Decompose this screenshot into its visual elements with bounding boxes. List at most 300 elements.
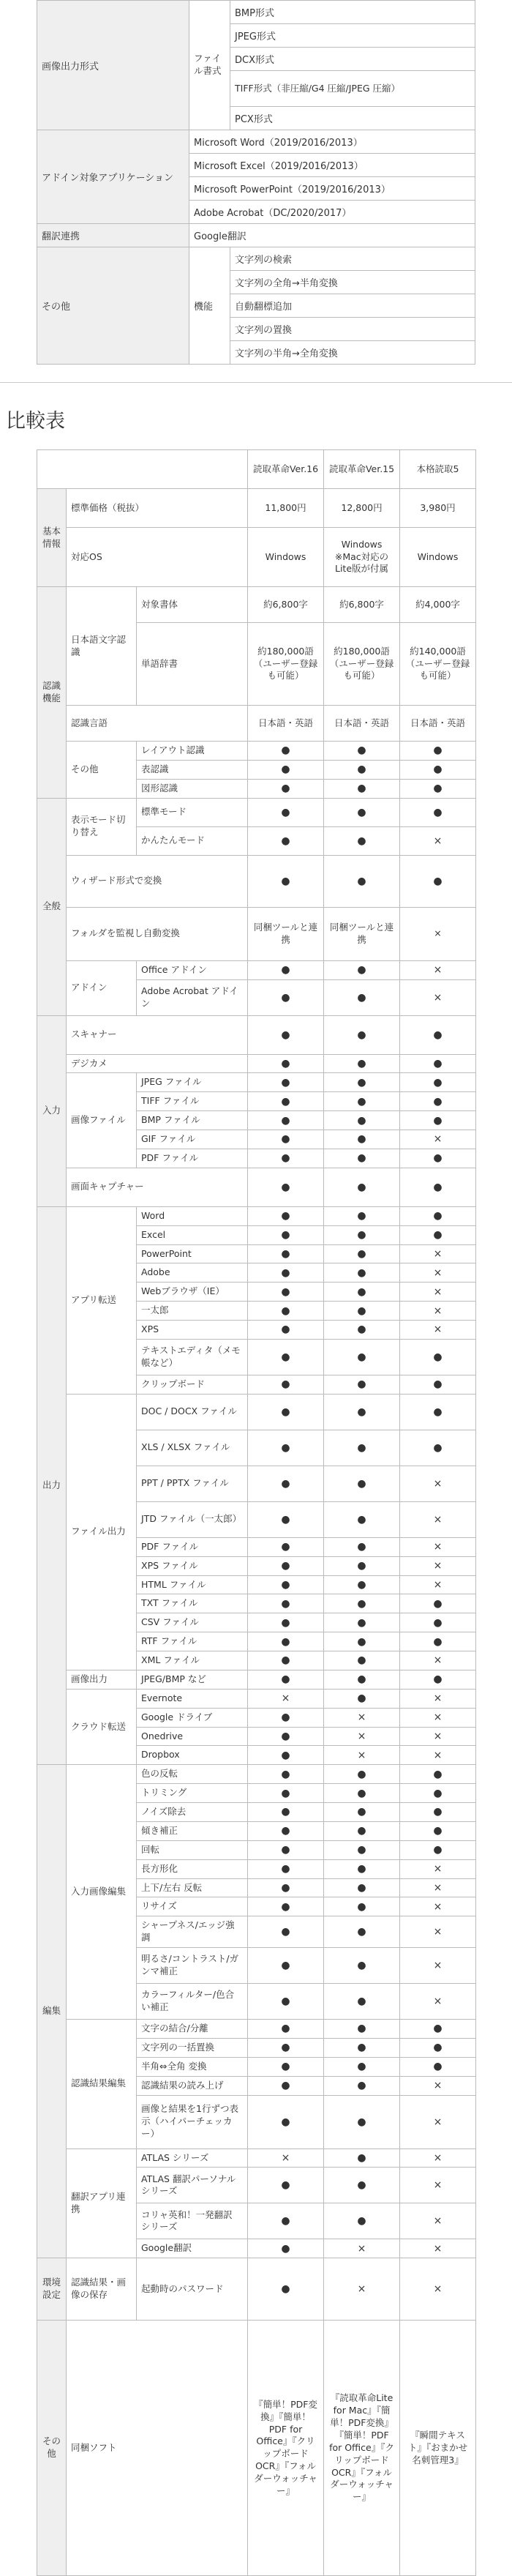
value-cell: ● [248, 1632, 324, 1651]
value-cell: ● [324, 1206, 400, 1225]
value-cell: × [400, 1984, 476, 2020]
value-cell: ● [248, 1244, 324, 1263]
value-cell: ● [324, 1375, 400, 1394]
value-cell: ● [324, 1537, 400, 1556]
row-label: 同梱ソフト [67, 2321, 248, 2576]
value-cell: ● [324, 1613, 400, 1632]
table-row [37, 1168, 476, 1206]
row-label: クリップボード [137, 1375, 248, 1394]
item: Microsoft Word（2019/2016/2013） [189, 130, 475, 154]
value-cell: × [400, 2168, 476, 2203]
value-cell: ● [248, 1206, 324, 1225]
row-label: スキャナー [67, 1015, 248, 1054]
table-row [37, 2020, 476, 2039]
row-label: ノイズ除去 [137, 1803, 248, 1822]
value-cell: ● [400, 1111, 476, 1130]
value-cell: ● [400, 855, 476, 907]
value-cell: ● [324, 1466, 400, 1501]
value-cell: ● [248, 1302, 324, 1321]
value-cell: 同梱ツールと連携 [324, 907, 400, 960]
value-cell: ● [248, 1556, 324, 1575]
value-cell: ● [248, 1878, 324, 1897]
value-cell: ● [248, 1015, 324, 1054]
value-cell: ● [400, 1092, 476, 1111]
value-cell: ● [324, 1594, 400, 1613]
value-cell: × [324, 1727, 400, 1746]
group-cell: 翻訳アプリ連携 [67, 2148, 137, 2258]
row-label: GIF ファイル [137, 1130, 248, 1149]
value-cell: × [400, 1897, 476, 1916]
table-row [37, 855, 476, 907]
value-cell: ● [400, 2020, 476, 2039]
row-label: 対応OS [67, 528, 248, 587]
table-row [37, 2321, 476, 2576]
row-label: コリャ英和！一発翻訳 シリーズ [137, 2203, 248, 2239]
value-cell: ● [400, 1784, 476, 1803]
table-row [37, 1689, 476, 1708]
value-cell: 約180,000語（ユーザー登録も可能） [324, 623, 400, 706]
table-row [37, 1394, 476, 1430]
row-label: 図形認識 [137, 779, 248, 798]
row-label: 起動時のパスワード [137, 2258, 248, 2321]
value-cell: ● [400, 1821, 476, 1840]
table-row [37, 587, 476, 623]
value-cell: ● [248, 1784, 324, 1803]
value-cell: × [400, 1263, 476, 1283]
value-cell: × [400, 2258, 476, 2321]
row-label: リサイズ [137, 1897, 248, 1916]
group-cell: アドイン [67, 960, 137, 1015]
value-cell: × [400, 1916, 476, 1948]
value-cell: ● [248, 1263, 324, 1283]
value-cell: × [400, 2076, 476, 2095]
row-label: Google ドライブ [137, 1708, 248, 1727]
group-cell: 認識結果・画像の保存 [67, 2258, 137, 2321]
table-row [37, 798, 476, 826]
value-cell: 日本語・英語 [324, 706, 400, 742]
value-cell: ● [324, 1054, 400, 1073]
table-row [37, 450, 476, 489]
value-cell: ● [248, 798, 324, 826]
category-cell: 編集 [37, 1765, 67, 2258]
value-cell: ● [324, 1168, 400, 1206]
value-cell: × [400, 1708, 476, 1727]
value-cell: ● [248, 1321, 324, 1340]
value-cell: ● [400, 1430, 476, 1466]
value-cell: 約140,000語（ユーザー登録も可能） [400, 623, 476, 706]
row-label: デジカメ [67, 1054, 248, 1073]
value-cell: × [400, 979, 476, 1015]
value-cell: ● [324, 2203, 400, 2239]
value-cell: ● [324, 1632, 400, 1651]
row-label: 認識結果の読み上げ [137, 2076, 248, 2095]
value-cell: ● [248, 1111, 324, 1130]
value-cell: × [400, 1244, 476, 1263]
group-cell: 入力画像編集 [67, 1765, 137, 2020]
row-label: Dropbox [137, 1746, 248, 1765]
item: 文字列の置換 [230, 318, 475, 341]
value-cell: ● [248, 1501, 324, 1537]
row-label: 単語辞書 [137, 623, 248, 706]
value-cell: ● [324, 1130, 400, 1149]
row-label: 文字の結合/分離 [137, 2020, 248, 2039]
value-cell: ● [324, 1916, 400, 1948]
comparison-table [37, 449, 476, 2576]
value-cell: ● [248, 1821, 324, 1840]
value-cell: 日本語・英語 [248, 706, 324, 742]
value-cell: ● [248, 1613, 324, 1632]
value-cell: ● [400, 2057, 476, 2076]
value-cell: × [400, 1130, 476, 1149]
row-label: 標準モード [137, 798, 248, 826]
feature-table [37, 0, 475, 365]
row-label: ATLAS 翻訳パーソナル シリーズ [137, 2168, 248, 2203]
value-cell: ● [248, 2020, 324, 2039]
value-cell: ● [400, 1613, 476, 1632]
value-cell: ● [324, 1111, 400, 1130]
value-cell: × [400, 2239, 476, 2258]
value-cell: ● [248, 1840, 324, 1859]
item: JPEG形式 [230, 24, 475, 48]
value-cell: ● [324, 1575, 400, 1594]
value-cell: ● [248, 2095, 324, 2148]
row-label: Onedrive [137, 1727, 248, 1746]
value-cell: ● [248, 1594, 324, 1613]
item: Microsoft PowerPoint（2019/2016/2013） [189, 177, 475, 201]
value-cell: ● [248, 1948, 324, 1984]
value-cell: ● [248, 742, 324, 761]
value-cell: ● [324, 2057, 400, 2076]
value-cell: 約180,000語（ユーザー登録も可能） [248, 623, 324, 706]
value-cell: 約6,800字 [248, 587, 324, 623]
row-label: Evernote [137, 1689, 248, 1708]
value-cell: ● [324, 2148, 400, 2168]
row-label: DOC / DOCX ファイル [137, 1394, 248, 1430]
value-cell: ● [248, 1708, 324, 1727]
group-cell: ファイル出力 [67, 1394, 137, 1670]
value-cell: 日本語・英語 [400, 706, 476, 742]
table-row [37, 742, 476, 761]
row-label: 認識言語 [67, 706, 248, 742]
value-cell: × [400, 1537, 476, 1556]
value-cell: 12,800円 [324, 489, 400, 528]
value-cell: ● [400, 2038, 476, 2057]
value-cell: ● [324, 1821, 400, 1840]
row-label: テキストエディタ（メモ帳など） [137, 1339, 248, 1375]
group-cell: その他 [67, 742, 137, 799]
table-row [37, 960, 476, 979]
value-cell: ● [400, 798, 476, 826]
value-cell: ● [324, 1948, 400, 1984]
value-cell: 11,800円 [248, 489, 324, 528]
table-row [37, 1054, 476, 1073]
group-cell: 認識結果編集 [67, 2020, 137, 2149]
value-cell: ● [324, 2168, 400, 2203]
item: TIFF形式（非圧縮/G4 圧縮/JPEG 圧縮） [230, 71, 475, 107]
value-cell: ● [324, 2095, 400, 2148]
value-cell: ● [324, 1015, 400, 1054]
value-cell: ● [248, 2239, 324, 2258]
row-label: 上下/左右 反転 [137, 1878, 248, 1897]
value-cell: ● [324, 798, 400, 826]
value-cell: × [324, 2258, 400, 2321]
value-cell: ● [324, 960, 400, 979]
row-label: 色の反転 [137, 1765, 248, 1784]
value-cell: ● [324, 1394, 400, 1430]
value-cell: × [400, 2095, 476, 2148]
value-cell: ● [324, 1430, 400, 1466]
value-cell: ● [248, 1746, 324, 1765]
value-cell: ● [400, 1670, 476, 1689]
value-cell: ● [324, 1765, 400, 1784]
category-cell: 出力 [37, 1206, 67, 1765]
value-cell: ● [324, 1225, 400, 1244]
value-cell: ● [248, 1225, 324, 1244]
value-cell: 『読取革命Lite for Mac』『簡単！PDF変換』『簡単！PDF for Office』『クリップボードOCR』『フォルダーウォッチャー』 [324, 2321, 400, 2576]
row-label: 回転 [137, 1840, 248, 1859]
row-label: 対象書体 [137, 587, 248, 623]
value-cell: ● [248, 779, 324, 798]
value-cell: ● [324, 1073, 400, 1092]
item: Google翻訳 [189, 224, 475, 247]
group-cell: クラウド転送 [67, 1689, 137, 1765]
value-cell: ● [324, 2038, 400, 2057]
table-row [37, 528, 476, 587]
table-row [37, 2258, 476, 2321]
value-cell: × [400, 1689, 476, 1708]
value-cell: ● [324, 2020, 400, 2039]
value-cell: Windows [400, 528, 476, 587]
column-header: 読取革命Ver.16 [248, 450, 324, 489]
item: Adobe Acrobat（DC/2020/2017） [189, 201, 475, 224]
table-row [37, 489, 476, 528]
value-cell: ● [248, 960, 324, 979]
value-cell: ● [248, 1168, 324, 1206]
value-cell: ● [324, 1689, 400, 1708]
row-label: RTF ファイル [137, 1632, 248, 1651]
value-cell: ● [248, 760, 324, 779]
row-label: 表認識 [137, 760, 248, 779]
item: BMP形式 [230, 1, 475, 24]
item: 自動翻標追加 [230, 294, 475, 318]
row-label: かんたんモード [137, 826, 248, 855]
value-cell: ● [400, 1225, 476, 1244]
value-cell: ● [400, 779, 476, 798]
value-cell: 約4,000字 [400, 587, 476, 623]
row-label: シャープネス/エッジ強調 [137, 1916, 248, 1948]
value-cell: × [248, 1689, 324, 1708]
value-cell: ● [248, 1765, 324, 1784]
value-cell: × [400, 1727, 476, 1746]
row-label: Adobe Acrobat アドイン [137, 979, 248, 1015]
group-cell: 画像ファイル [67, 1073, 137, 1168]
value-cell: ● [248, 1916, 324, 1948]
value-cell: × [400, 1575, 476, 1594]
value-cell: ● [400, 1073, 476, 1092]
row-label: 画面キャプチャー [67, 1168, 248, 1206]
value-cell: ● [324, 979, 400, 1015]
value-cell: × [400, 1466, 476, 1501]
row-label: JPEG ファイル [137, 1073, 248, 1092]
row-label: XLS / XLSX ファイル [137, 1430, 248, 1466]
group-cell: 表示モード切り替え [67, 798, 137, 855]
value-cell: ● [400, 1054, 476, 1073]
value-cell: ● [400, 1015, 476, 1054]
table-row [37, 2148, 476, 2168]
value-cell: ● [400, 1149, 476, 1168]
row-label: Adobe [137, 1263, 248, 1283]
value-cell: Windows ※Mac対応のLite版が付属 [324, 528, 400, 587]
value-cell: ● [248, 2168, 324, 2203]
value-cell: ● [400, 1840, 476, 1859]
value-cell: ● [248, 1375, 324, 1394]
value-cell: × [400, 1859, 476, 1878]
value-cell: ● [324, 1878, 400, 1897]
value-cell: ● [324, 1859, 400, 1878]
table-row [37, 907, 476, 960]
value-cell: ● [248, 2203, 324, 2239]
value-cell: ● [324, 826, 400, 855]
row-label: 翻訳連携 [37, 224, 189, 247]
column-header: 本格読取5 [400, 450, 476, 489]
value-cell: ● [248, 1537, 324, 1556]
sub-label: ファイル書式 [189, 1, 230, 130]
value-cell: ● [324, 1651, 400, 1670]
value-cell: ● [248, 1283, 324, 1302]
row-label: XPS ファイル [137, 1556, 248, 1575]
table-row [37, 1670, 476, 1689]
row-label: フォルダを監視し自動変換 [67, 907, 248, 960]
value-cell: ● [324, 1897, 400, 1916]
value-cell: Windows [248, 528, 324, 587]
row-label: TIFF ファイル [137, 1092, 248, 1111]
value-cell: ● [324, 1803, 400, 1822]
row-label: 長方形化 [137, 1859, 248, 1878]
value-cell: ● [248, 1130, 324, 1149]
value-cell: ● [324, 1302, 400, 1321]
value-cell: ● [324, 2076, 400, 2095]
value-cell: ● [400, 1765, 476, 1784]
row-label: カラーフィルター/色合い補正 [137, 1984, 248, 2020]
row-label: アドイン対象アプリケーション [37, 130, 189, 224]
value-cell: ● [324, 779, 400, 798]
value-cell: ● [248, 1054, 324, 1073]
value-cell: 『瞬間テキスト』『おまかせ名刺管理3』 [400, 2321, 476, 2576]
row-label: Google翻訳 [137, 2239, 248, 2258]
corner-cell [37, 450, 248, 489]
value-cell: ● [248, 1339, 324, 1375]
value-cell: ● [400, 1168, 476, 1206]
row-label: 傾き補正 [137, 1821, 248, 1840]
value-cell: ● [324, 1984, 400, 2020]
category-cell: 環境設定 [37, 2258, 67, 2321]
row-label: Office アドイン [137, 960, 248, 979]
value-cell: × [400, 2148, 476, 2168]
table-row [37, 1765, 476, 1784]
value-cell: × [400, 907, 476, 960]
category-cell: 認識機能 [37, 587, 67, 799]
row-label: 明るさ/コントラスト/ガンマ補正 [137, 1948, 248, 1984]
sub-label: 機能 [189, 247, 230, 365]
item: DCX形式 [230, 48, 475, 71]
value-cell: × [400, 960, 476, 979]
item: PCX形式 [230, 107, 475, 130]
value-cell: ● [248, 1803, 324, 1822]
value-cell: × [400, 826, 476, 855]
value-cell: ● [400, 1339, 476, 1375]
value-cell: ● [400, 1803, 476, 1822]
value-cell: ● [324, 760, 400, 779]
row-label: ウィザード形式で変換 [67, 855, 248, 907]
value-cell: ● [324, 1556, 400, 1575]
row-label: XPS [137, 1321, 248, 1340]
value-cell: ● [248, 1670, 324, 1689]
item: 文字列の半角→全角変換 [230, 341, 475, 365]
row-label: レイアウト認識 [137, 742, 248, 761]
value-cell: ● [248, 855, 324, 907]
value-cell: ● [248, 1651, 324, 1670]
row-label: CSV ファイル [137, 1613, 248, 1632]
value-cell: ● [248, 1727, 324, 1746]
value-cell: ● [248, 1984, 324, 2020]
row-label: BMP ファイル [137, 1111, 248, 1130]
category-cell: 入力 [37, 1015, 67, 1206]
row-label: ATLAS シリーズ [137, 2148, 248, 2168]
table-row [37, 1015, 476, 1054]
value-cell: × [400, 2203, 476, 2239]
value-cell: × [400, 1948, 476, 1984]
value-cell: × [324, 1708, 400, 1727]
value-cell: ● [400, 1206, 476, 1225]
category-cell: 基本情報 [37, 489, 67, 587]
value-cell: ● [400, 742, 476, 761]
value-cell: 同梱ツールと連携 [248, 907, 324, 960]
value-cell: ● [248, 2057, 324, 2076]
row-label: PDF ファイル [137, 1537, 248, 1556]
value-cell: ● [400, 760, 476, 779]
item: Microsoft Excel（2019/2016/2013） [189, 154, 475, 177]
row-label: Excel [137, 1225, 248, 1244]
value-cell: 『簡単！PDF変換』『簡単！PDF for Office』『クリップボードOCR』『フォルダーウォッチャー』 [248, 2321, 324, 2576]
value-cell: ● [248, 1859, 324, 1878]
value-cell: ● [248, 1430, 324, 1466]
value-cell: ● [324, 1263, 400, 1283]
table-row [37, 1206, 476, 1225]
value-cell: ● [248, 1092, 324, 1111]
row-label: JTD ファイル（一太郎） [137, 1501, 248, 1537]
row-label: Word [137, 1206, 248, 1225]
group-cell: 日本語文字認識 [67, 587, 137, 706]
table-row [37, 706, 476, 742]
page-title: 比較表 [6, 410, 65, 433]
divider [0, 382, 512, 383]
value-cell: ● [248, 2258, 324, 2321]
row-label: 半角⇔全角 変換 [137, 2057, 248, 2076]
category-cell: 全般 [37, 798, 67, 1015]
value-cell: ● [248, 826, 324, 855]
column-header: 読取革命Ver.15 [324, 450, 400, 489]
value-cell: × [248, 2148, 324, 2168]
value-cell: 約6,800字 [324, 587, 400, 623]
value-cell: × [400, 1302, 476, 1321]
value-cell: × [400, 1501, 476, 1537]
value-cell: × [324, 1746, 400, 1765]
table-row [37, 1073, 476, 1092]
value-cell: × [400, 1746, 476, 1765]
value-cell: ● [324, 1784, 400, 1803]
value-cell: ● [248, 1073, 324, 1092]
value-cell: ● [400, 1594, 476, 1613]
